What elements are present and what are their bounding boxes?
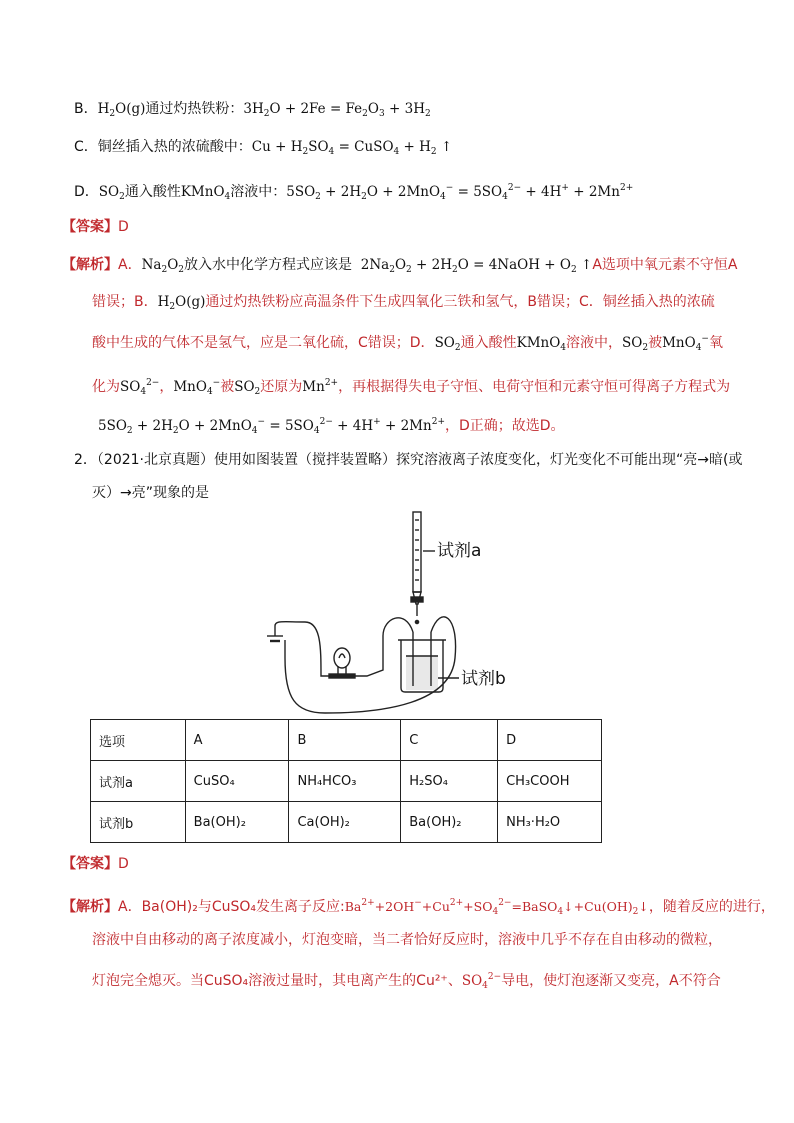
table-cell: B [289, 720, 401, 761]
table-cell: CuSO₄ [185, 761, 289, 802]
analysis-1-l4a: 化为 [92, 379, 120, 395]
analysis-1-l4d: 还原为 [260, 379, 303, 395]
conductivity-apparatus-figure [255, 508, 555, 718]
question-2-text-2: 灭）→亮”现象的是 [92, 485, 209, 501]
analysis-2-l3a: 灯泡完全熄灭。当CuSO₄溶液过量时，其电离产生的Cu²⁺、 [92, 973, 462, 989]
option-d-equation: $5SO_2 + 2H_2O + 2MnO_4^- = 5SO_4^{2-} + 4H^+ + 2Mn^{2+}$ [286, 183, 634, 202]
analysis-1-l1a: A． [118, 257, 142, 273]
analysis-1-so2-a: $SO_2$ [434, 335, 461, 353]
table-cell: CH₃COOH [498, 761, 602, 802]
analysis-1-mno4: MnO$_4$− [662, 334, 709, 353]
analysis-1-l3e: 氧 [708, 335, 723, 351]
option-d-text-a: 通入酸性 [124, 184, 181, 200]
analysis-1-h2og: $H_2O(g)$ [157, 294, 206, 312]
question-2-line-1 [74, 449, 742, 471]
option-c-text: 铜丝插入热的浓硫酸中： [97, 139, 252, 155]
analysis-1-so2-b: $SO_2$ [622, 335, 649, 353]
analysis-1-l3: 酸中生成的气体不是氢气，应是二氧化硫，C错误；D． [92, 335, 435, 351]
analysis-1-equation-2: $5SO_2 + 2H_2O + 2MnO_4^- = 5SO_4^{2-} + 4H^+ + 2Mn^{2+}$ [98, 417, 445, 436]
analysis-1-tag: 【解析】 [62, 257, 118, 273]
answer-2 [62, 853, 129, 875]
analysis-1-l4e: ，再根据得失电子守恒、电荷守恒和元素守恒可得离子方程式为 [338, 379, 731, 395]
table-cell: Ba(OH)₂ [401, 802, 498, 843]
lamp-base [329, 674, 355, 678]
analysis-2-line-3 [92, 966, 721, 997]
analysis-1-mn2: $Mn^{2+}$ [302, 378, 339, 395]
table-cell: 试剂a [91, 761, 186, 802]
analysis-1-l2b: 通过灼热铁粉应高温条件下生成四氧化三铁和氢气，B错误；C．铜丝插入热的浓硫 [205, 294, 715, 310]
reagent-a-label: 试剂a [437, 541, 482, 561]
analysis-1-l3d: 被 [648, 335, 663, 351]
option-d-label: D． [74, 184, 99, 200]
table-cell: NH₄HCO₃ [289, 761, 401, 802]
analysis-2-so4: $SO_4^{2-}$ [461, 972, 502, 991]
analysis-1-so4: $SO_4^{2-}$ [120, 378, 160, 397]
table-cell: D [498, 720, 602, 761]
analysis-1-kmno4: KMnO$_4$ [516, 335, 567, 353]
answer-2-value: D [118, 856, 129, 872]
analysis-1-line-4 [92, 372, 730, 403]
analysis-1-mno4-b: MnO$_4$− [173, 378, 221, 397]
analysis-1-l5: ，D正确；故选D。 [445, 418, 565, 434]
option-c [74, 136, 452, 163]
analysis-1-l1b: 放入水中化学方程式应该是 [184, 257, 352, 273]
analysis-1-na2o2: $Na_2O_2$ [141, 257, 184, 275]
analysis-2-ionic-equation: $Ba^{2+}+2OH^-+Cu^{2+}+SO_4^{2-}=BaSO_4↓+Cu(OH)_2↓$ [344, 898, 649, 917]
analysis-1-equation-1: $2Na_2O_2 + 2H_2O$ = 4NaOH + $O_2$ ↑ [356, 257, 593, 275]
stopcock [411, 597, 423, 602]
option-d-text-b: 溶液中： [230, 184, 287, 200]
table-cell: A [185, 720, 289, 761]
option-c-label: C． [74, 139, 98, 155]
option-b-formula-h2o: $H_2O(g)$ [97, 101, 146, 119]
analysis-2-l3b: 导电，使灯泡逐渐又变亮，A不符合 [501, 973, 721, 989]
option-c-equation: $Cu + H_2SO_4$ = CuSO$_4$ + $H_2$ ↑ [251, 139, 453, 157]
analysis-1-l4c: 被 [220, 379, 235, 395]
option-b-equation: $3H_2O + 2Fe = Fe_2O_3 + 3H_2$ [243, 101, 431, 119]
analysis-1-line-1 [62, 254, 737, 281]
analysis-1-l4b: ， [159, 379, 174, 395]
options-table [90, 719, 602, 843]
option-b-label: B． [74, 101, 98, 117]
analysis-1-line-2 [92, 291, 715, 318]
question-2-number: 2． [74, 452, 97, 468]
analysis-2-l1b: ，随着反应的进行， [648, 899, 775, 915]
analysis-1-l1c: A选项中氧元素不守恒A [592, 257, 738, 273]
table-row [91, 761, 602, 802]
analysis-1-l2a: 错误；B． [92, 294, 158, 310]
analysis-2-l1a: A．Ba(OH)₂与CuSO₄发生离子反应: [118, 899, 345, 915]
option-d-kmno4: KMnO$_4$ [180, 184, 231, 202]
answer-1-tag: 【答案】 [62, 219, 118, 235]
analysis-1-line-5 [98, 411, 565, 442]
table-row [91, 720, 602, 761]
analysis-2-line-1 [62, 892, 775, 923]
analysis-2-tag: 【解析】 [62, 899, 118, 915]
option-d-so2: $SO_2$ [98, 184, 125, 202]
reagent-b-label: 试剂b [461, 669, 506, 689]
table-cell: 选项 [91, 720, 186, 761]
analysis-1-l3b: 通入酸性 [460, 335, 517, 351]
option-d [74, 177, 633, 208]
table-cell: C [401, 720, 498, 761]
analysis-1-l3c: 溶液中， [566, 335, 623, 351]
table-row [91, 802, 602, 843]
table-cell: H₂SO₄ [401, 761, 498, 802]
question-2-line-2 [92, 482, 209, 504]
table-cell: 试剂b [91, 802, 186, 843]
lamp-bulb [334, 648, 350, 668]
option-b-text: 通过灼热铁粉： [145, 101, 244, 117]
answer-1 [62, 216, 129, 238]
answer-1-value: D [118, 219, 129, 235]
answer-2-tag: 【答案】 [62, 856, 118, 872]
question-2-text-1: （2021·北京真题）使用如图装置（搅拌装置略）探究溶液离子浓度变化，灯光变化不可能出现“亮→暗(或 [96, 452, 743, 468]
analysis-2-l2: 溶液中自由移动的离子浓度减小，灯泡变暗，当二者恰好反应时，溶液中几乎不存在自由移动的微粒， [92, 932, 722, 948]
table-cell: Ca(OH)₂ [289, 802, 401, 843]
analysis-2-line-2 [92, 929, 722, 951]
analysis-1-line-3 [92, 328, 723, 359]
table-cell: NH₃·H₂O [498, 802, 602, 843]
option-b [74, 98, 431, 125]
analysis-1-so2-c: $SO_2$ [234, 379, 261, 397]
table-cell: Ba(OH)₂ [185, 802, 289, 843]
